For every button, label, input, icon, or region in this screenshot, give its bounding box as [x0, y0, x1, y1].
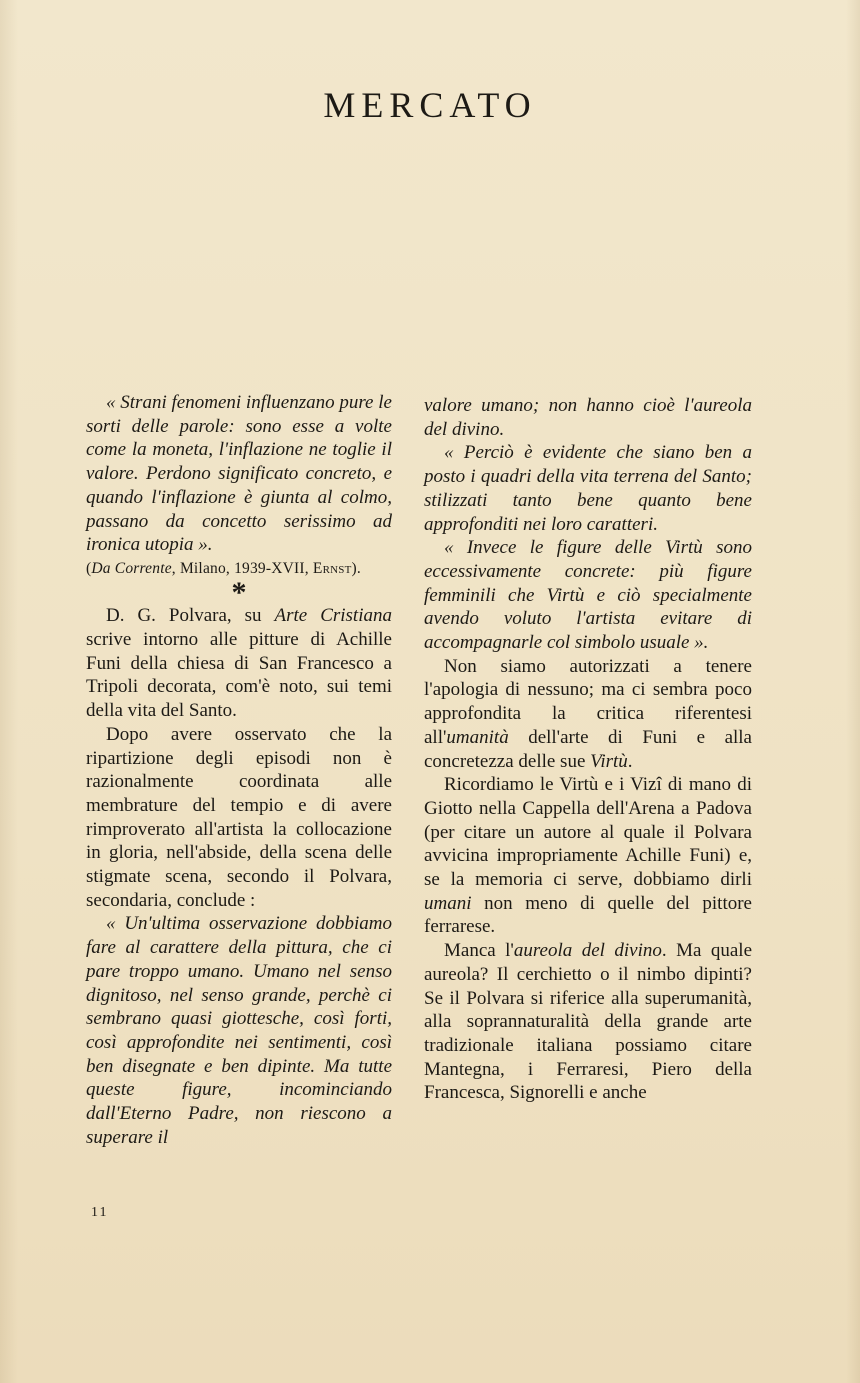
- right-paragraph-2: « Perciò è evidente che siano ben a posto i quadri della vita terrena del Santo; stilizzati tanto bene quanto bene approfonditi nei loro caratteri.: [424, 442, 752, 535]
- source-author: Ernst: [312, 559, 352, 577]
- paragraph-3: « Un'ultima osservazione dobbiamo fare al carattere della pittura, che ci pare troppo umano. Umano nel senso dignitoso, nel senso grande, perchè ci sembrano quasi giottesche, così forti, così approfondite nei sentimenti, così ben disegnate e ben dipinte. Ma tutte queste figure, incominciando dall'Eterno Padre, non riescono a superare il: [86, 913, 392, 1148]
- para5-after: non meno di quelle del pittore ferrarese.: [424, 892, 752, 938]
- paragraph-2: Dopo avere osservato che la ripartizione degli episodi non è razionalmente coordinata alle membrature del tempio e di avere rimproverato all'artista la collocazione in gloria, nell'abside, della scena delle stigmate scena, secondo il Polvara, secondaria, conclude :: [86, 723, 392, 911]
- left-column: [86, 391, 392, 1150]
- source-journal: Da Corrente: [91, 559, 172, 577]
- epigraph-quote: [86, 391, 392, 557]
- para5-ital: umani: [424, 892, 472, 914]
- para1-before: D. G. Polvara, su: [106, 605, 275, 627]
- source-rest: , Milano, 1939-XVII,: [171, 559, 313, 577]
- right-paragraph-3: « Invece le figure delle Virtù sono eccessivamente concrete: più figure femminili che Virtù e ciò specialmente avendo voluto l'artista evitare di accompagnarle col simbolo usuale ».: [424, 537, 752, 654]
- para5-before: Ricordiamo le Virtù e i Vizî di mano di Giotto nella Cappella dell'Arena a Padova (per citare un autore al quale il Polvara avvicina impropriamente Achille Funi) e, se la memoria ci serve, dobbiamo dirli: [424, 774, 752, 891]
- right-paragraph-4: [424, 655, 752, 774]
- para1-journal: Arte Cristiana: [274, 605, 392, 627]
- para6-ital: aureola del divino: [513, 940, 662, 962]
- right-column: [424, 394, 752, 1105]
- paragraph-1: [86, 604, 392, 723]
- right-paragraph-1: valore umano; non hanno cioè l'aureola del divino.: [424, 395, 752, 440]
- right-paragraph-6: [424, 939, 752, 1105]
- para6-after: . Ma quale aureola? Il cerchietto o il nimbo dipinti? Se il Polvara si riferice alla superumanità, alla soprannaturalità della grande arte tradizionale italiana possiamo citare Mantegna, i Ferraresi, Piero della Francesca, Signorelli e anche: [424, 940, 752, 1104]
- para4-end: .: [627, 750, 633, 772]
- source-close: ).: [351, 559, 361, 577]
- para4-before: Non siamo autorizzati a tenere l'apologia di nessuno; ma ci sembra poco approfondita la critica riferentesi all': [424, 655, 752, 748]
- para4-ital1: umanità: [446, 726, 509, 748]
- para4-mid: dell'arte di Funi e alla concretezza delle sue: [424, 726, 752, 772]
- source-open: (: [86, 559, 92, 577]
- page-title: MERCATO: [323, 85, 537, 125]
- para1-after: scrive intorno alle pitture di Achille Funi della chiesa di San Francesco a Tripoli decorata, com'è noto, sui temi della vita del Santo.: [86, 629, 392, 722]
- para4-ital2: Virtù: [590, 750, 628, 772]
- left-body: [86, 604, 392, 1149]
- right-paragraph-5: [424, 773, 752, 939]
- para6-before: Manca l': [444, 940, 514, 962]
- section-separator: *: [231, 575, 247, 609]
- page-number: 11: [91, 1205, 109, 1220]
- epigraph-text: « Strani fenomeni influenzano pure le sorti delle parole: sono esse a volte come la moneta, l'inflazione ne toglie il valore. Perdono significato concreto, e quando l'inflazione è giunta al colmo, passano da concetto serissimo ad ironica utopia ».: [86, 392, 392, 556]
